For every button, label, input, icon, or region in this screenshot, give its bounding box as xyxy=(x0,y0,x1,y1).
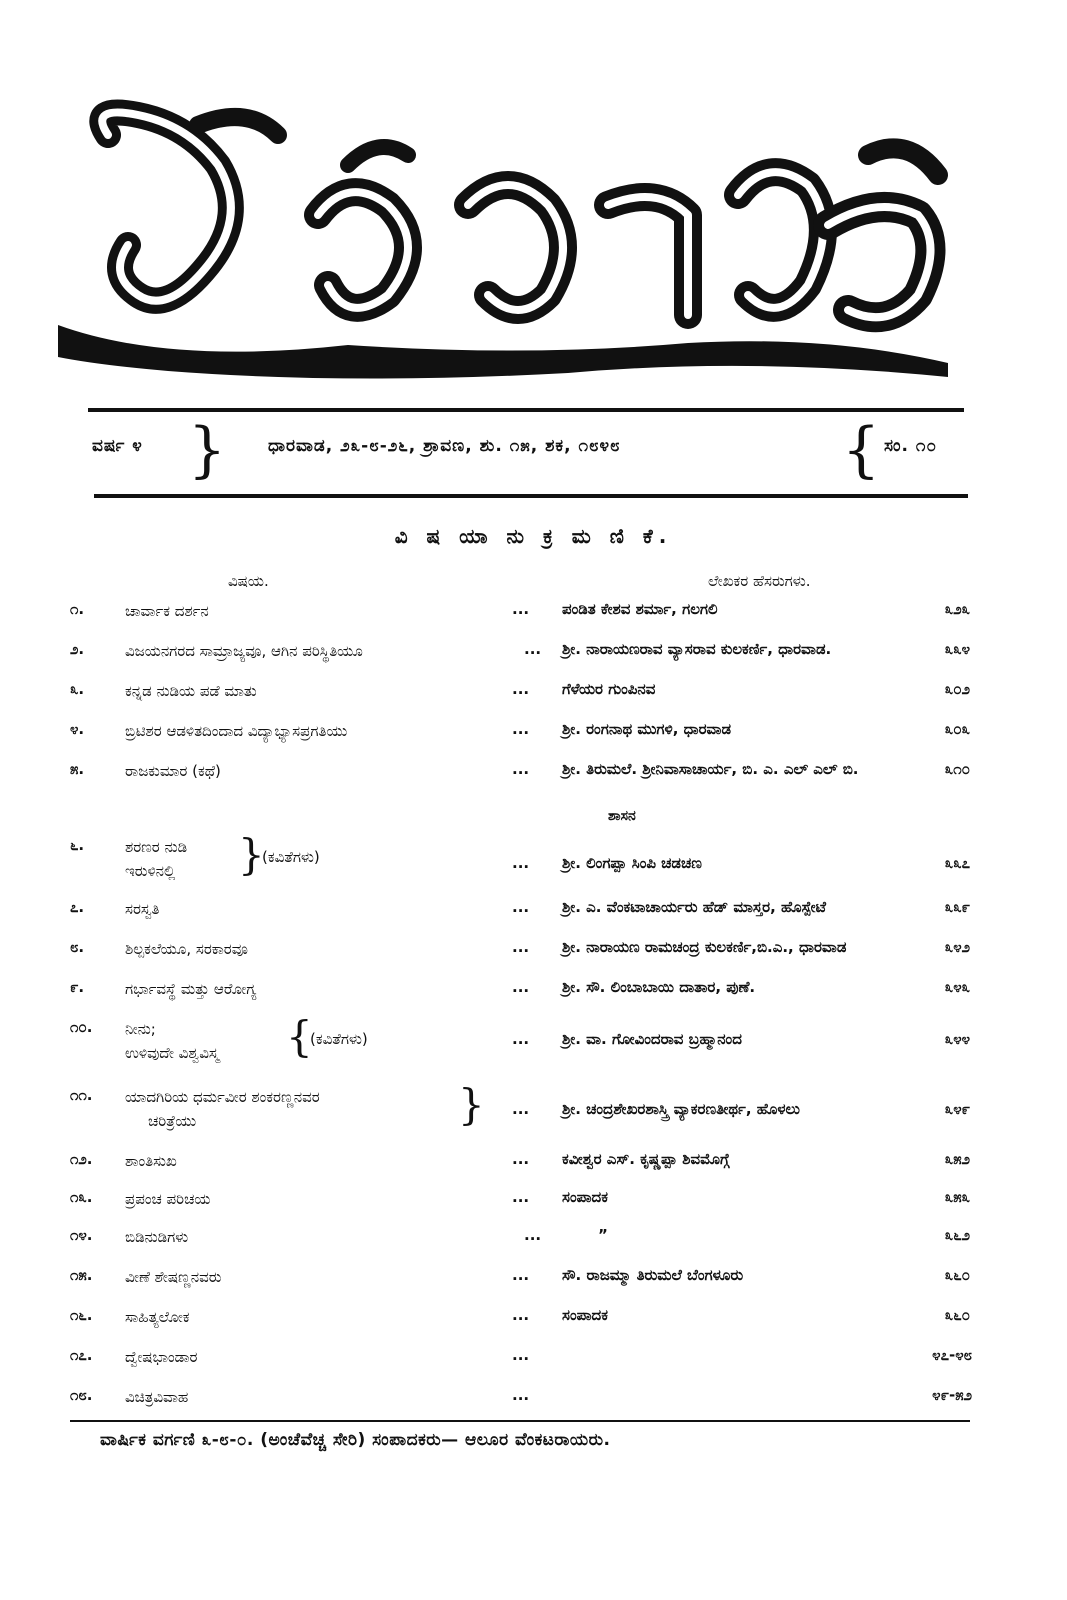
entry-title-line: ನೀನು; xyxy=(125,1020,156,1038)
masthead-logo-art xyxy=(48,95,958,385)
entry-number: ೧೩. xyxy=(70,1188,93,1206)
entry-title: ಸರಸ್ವತಿ xyxy=(125,900,160,918)
entry-leader: ... xyxy=(512,600,530,618)
entry-number: ೬. xyxy=(70,836,85,854)
entry-number: ೧೮. xyxy=(70,1386,93,1404)
entry-title-line: ಯಾದಗಿರಿಯ ಧರ್ಮವೀರ ಶಂಕರಣ್ಣನವರ xyxy=(125,1088,320,1106)
entry-page: ೩೪೩ xyxy=(944,978,970,996)
entry-title: ವಿಜಯನಗರದ ಸಾಮ್ರಾಜ್ಯವೂ, ಆಗಿನ ಪರಿಸ್ಥಿತಿಯೂ xyxy=(125,642,363,660)
entry-title: ಶಾಂತಿಸುಖ xyxy=(125,1152,177,1170)
entry-leader: ... xyxy=(512,898,530,916)
entry-number: ೧೪. xyxy=(70,1226,93,1244)
entry-leader: ... xyxy=(512,1188,530,1206)
entry-leader: ... xyxy=(512,1150,530,1168)
entry-title: ಪ್ರಪಂಚ ಪರಿಚಯ xyxy=(125,1190,211,1208)
entry-leader: ... xyxy=(524,1226,542,1244)
entry-leader: ... xyxy=(512,1266,530,1284)
issue-volume: ವರ್ಷ ೪ xyxy=(92,436,143,456)
entry-title-line: ಇರುಳಿನಲ್ಲಿ xyxy=(125,862,176,880)
entry-page: ೩೩೯ xyxy=(944,898,970,916)
entry-number: ೩. xyxy=(70,680,85,698)
entry-number: ೧೫. xyxy=(70,1266,93,1284)
entry-leader: ... xyxy=(512,978,530,996)
entry-author: ” xyxy=(598,1226,608,1244)
entry-title: ಗರ್ಭಾವಸ್ಥೆ ಮತ್ತು ಆರೋಗ್ಯ xyxy=(125,980,257,998)
footer-subscription-editor: ವಾರ್ಷಿಕ ವರ್ಗಣಿ ೩-೮-೦. (ಅಂಚೆವೆಚ್ಚ ಸೇರಿ) ಸಂಪಾದಕರು— ಆಲೂರ ವೆಂಕಟರಾಯರು. xyxy=(100,1430,611,1450)
entry-number: ೯. xyxy=(70,978,85,996)
entry-leader: ... xyxy=(512,680,530,698)
entry-leader: ... xyxy=(512,1100,530,1118)
group-brace: { xyxy=(286,1012,313,1061)
subject-column-header: ವಿಷಯ. xyxy=(228,572,269,590)
entry-author: ಕವೀಶ್ವರ ಎಸ್. ಕೃಷ್ಣಪ್ಪಾ ಶಿವಮೊಗ್ಗೆ xyxy=(562,1150,730,1168)
entry-title: ವಿಚಿತ್ರವಿವಾಹ xyxy=(125,1388,189,1406)
entry-author: ಶ್ರೀ. ವಾ. ಗೋವಿಂದರಾವ ಬ್ರಹ್ಮಾನಂದ xyxy=(562,1030,742,1048)
entry-title: ರಾಜಕುಮಾರ (ಕಥೆ) xyxy=(125,762,221,780)
entry-number: ೮. xyxy=(70,938,85,956)
header-rule-bottom xyxy=(94,494,968,498)
issue-brace-left: } xyxy=(188,415,227,485)
entry-leader: ... xyxy=(512,1386,530,1404)
masthead-logo xyxy=(48,95,958,385)
entry-number: ೧೦. xyxy=(70,1018,93,1036)
entry-leader: ... xyxy=(524,640,542,658)
footer-rule xyxy=(70,1420,970,1422)
issue-dateline: ಧಾರವಾಡ, ೨೩-೮-೨೬, ಶ್ರಾವಣ, ಶು. ೧೫, ಶಕ, ೧೮೪೮ xyxy=(268,436,621,456)
header-rule-top xyxy=(88,408,964,412)
entry-page: ೩೪೯ xyxy=(944,1100,970,1118)
section-label: ಶಾಸನ xyxy=(608,808,636,824)
entry-author: ಶ್ರೀ. ನಾರಾಯಣ ರಾಮಚಂದ್ರ ಕುಲಕರ್ಣಿ,ಬಿ.ಎ., ಧಾರವಾಡ xyxy=(562,938,847,956)
entry-author: ಶ್ರೀ. ಲಿಂಗಪ್ಪಾ ಸಿಂಪಿ ಚಡಚಣ xyxy=(562,854,702,872)
entry-author: ಶ್ರೀ. ನಾರಾಯಣರಾವ ವ್ಯಾಸರಾವ ಕುಲಕರ್ಣಿ, ಧಾರವಾಡ. xyxy=(562,640,832,658)
author-column-header: ಲೇಖಕರ ಹೆಸರುಗಳು. xyxy=(708,572,811,590)
entry-page: ೩೬೦ xyxy=(944,1306,970,1324)
entry-title: ಬ್ರಿಟಿಶರ ಆಡಳಿತದಿಂದಾದ ವಿದ್ಯಾಭ್ಯಾಸಪ್ರಗತಿಯು xyxy=(125,722,348,740)
entry-author: ಶ್ರೀ. ತಿರುಮಲೆ. ಶ್ರೀನಿವಾಸಾಚಾರ್ಯ, ಬಿ. ಎ. ಎಲ್ ಎಲ್ ಬಿ. xyxy=(562,760,859,778)
entry-leader: ... xyxy=(512,938,530,956)
entry-title: ಬಿಡಿನುಡಿಗಳು xyxy=(125,1228,189,1246)
entry-leader: ... xyxy=(512,1030,530,1048)
group-brace: } xyxy=(238,830,265,879)
entry-title: ಶಿಲ್ಪಕಲೆಯೂ, ಸರಕಾರವೂ xyxy=(125,940,248,958)
entry-author: ಸಂಪಾದಕ xyxy=(562,1306,608,1324)
entry-page: ೩೦೨ xyxy=(944,680,970,698)
entry-page: ೩೩೪ xyxy=(944,640,970,658)
entry-page: ೩೧೦ xyxy=(944,760,970,778)
entry-page: ೩೫೨ xyxy=(944,1150,970,1168)
entry-author: ಸೌ. ರಾಜಮ್ಮಾ ತಿರುಮಲೆ ಬೆಂಗಳೂರು xyxy=(562,1266,744,1284)
entry-title: ಚಾರ್ವಾಕ ದರ್ಶನ xyxy=(125,602,209,620)
entry-group-label: (ಕವಿತೆಗಳು) xyxy=(310,1030,368,1048)
entry-author: ಶ್ರೀ. ಸೌ. ಲಿಂಬಾಬಾಯಿ ದಾತಾರ, ಪುಣೆ. xyxy=(562,978,756,996)
entry-number: ೧೬. xyxy=(70,1306,93,1324)
entry-title-line: ಉಳಿವುದೇ ವಿಶ್ವವಿಸ್ಮ xyxy=(125,1044,219,1062)
entry-number: ೧. xyxy=(70,600,85,618)
entry-title-line: ಚರಿತ್ರೆಯು xyxy=(148,1112,197,1130)
entry-number: ೨. xyxy=(70,640,85,658)
issue-number: ಸಂ. ೧೦ xyxy=(884,436,937,456)
entry-author: ಗೆಳೆಯರ ಗುಂಪಿನವ xyxy=(562,680,656,698)
entry-author: ಪಂಡಿತ ಕೇಶವ ಶರ್ಮಾ, ಗಲಗಲಿ xyxy=(562,600,718,618)
entry-group-label: (ಕವಿತೆಗಳು) xyxy=(262,848,320,866)
entry-author: ಶ್ರೀ. ರಂಗನಾಥ ಮುಗಳಿ, ಧಾರವಾಡ xyxy=(562,720,732,738)
entry-page: ೪೭-೪೮ xyxy=(932,1346,972,1364)
entry-number: ೪. xyxy=(70,720,85,738)
entry-number: ೫. xyxy=(70,760,85,778)
entry-page: ೪೯-೫೨ xyxy=(932,1386,972,1404)
entry-title: ಸಾಹಿತ್ಯಲೋಕ xyxy=(125,1308,190,1326)
entry-page: ೩೨೩ xyxy=(944,600,970,618)
entry-title: ವೀಣೆ ಶೇಷಣ್ಣನವರು xyxy=(125,1268,222,1286)
entry-page: ೩೬೨ xyxy=(944,1226,970,1244)
entry-number: ೧೨. xyxy=(70,1150,93,1168)
entry-author: ಶ್ರೀ. ಚಂದ್ರಶೇಖರಶಾಸ್ತ್ರಿ ವ್ಯಾಕರಣತೀರ್ಥ, ಹೊಳಲು xyxy=(562,1100,800,1118)
entry-author: ಸಂಪಾದಕ xyxy=(562,1188,608,1206)
entry-leader: ... xyxy=(512,854,530,872)
entry-leader: ... xyxy=(512,1346,530,1364)
toc-title: ವಿ ಷ ಯಾ ನು ಕ್ರ ಮ ಣಿ ಕೆ. xyxy=(394,524,673,548)
group-brace: } xyxy=(458,1080,485,1129)
entry-title-line: ಶರಣರ ನುಡಿ xyxy=(125,838,188,856)
entry-page: ೩೬೦ xyxy=(944,1266,970,1284)
entry-title: ದ್ವೇಷಭಾಂಡಾರ xyxy=(125,1348,198,1366)
entry-leader: ... xyxy=(512,760,530,778)
entry-page: ೩೩೭ xyxy=(944,854,970,872)
entry-page: ೩೦೩ xyxy=(944,720,970,738)
entry-author: ಶ್ರೀ. ಎ. ವೆಂಕಟಾಚಾರ್ಯರು ಹೆಡ್ ಮಾಸ್ತರ, ಹೊಸ್ಪೇಟೆ xyxy=(562,898,827,916)
entry-title: ಕನ್ನಡ ನುಡಿಯ ಪಡೆ ಮಾತು xyxy=(125,682,257,700)
entry-page: ೩೪೨ xyxy=(944,938,970,956)
entry-page: ೩೫೩ xyxy=(944,1188,970,1206)
entry-number: ೭. xyxy=(70,898,85,916)
entry-leader: ... xyxy=(512,720,530,738)
entry-number: ೧೭. xyxy=(70,1346,93,1364)
entry-page: ೩೪೪ xyxy=(944,1030,970,1048)
entry-number: ೧೧. xyxy=(70,1086,93,1104)
entry-leader: ... xyxy=(512,1306,530,1324)
issue-brace-right: { xyxy=(842,415,881,485)
